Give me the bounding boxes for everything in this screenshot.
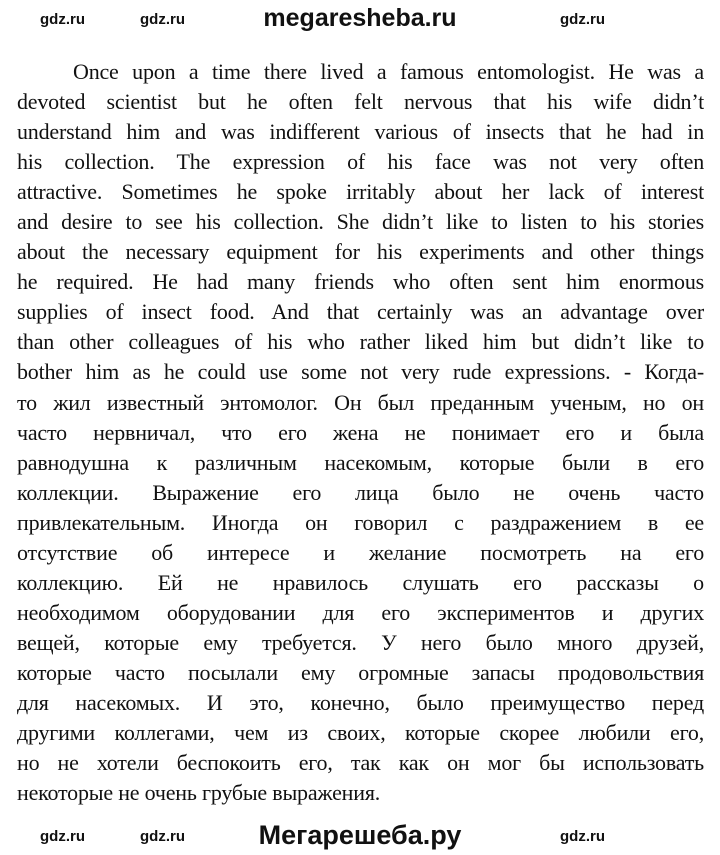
text-line: Once upon a time there lived a famous entomologist. He was a [73, 59, 704, 84]
text-line: about the necessary equipment for his experiments and other things [17, 239, 704, 265]
text-line: которые часто посылали ему огромные запасы продовольствия [17, 659, 704, 685]
text-line: то жил известный энтомолог. Он был преданным ученым, но он [17, 389, 704, 415]
text-line: supplies of insect food. And that certainly was an advantage over [17, 299, 704, 325]
watermark: gdz.ru [40, 828, 85, 845]
text-line: для насекомых. И это, конечно, было преимущество перед [17, 689, 704, 715]
text-line: необходимом оборудовании для его экспериментов и других [17, 599, 704, 625]
text-line: attractive. Sometimes he spoke irritably about her lack of interest [17, 179, 704, 205]
text-line: devoted scientist but he often felt nervous that his wife didn’t [17, 89, 704, 115]
text-line: вещей, которые ему требуется. У него было много друзей, [17, 629, 704, 655]
text-line: некоторые не очень грубые выражения. [17, 780, 381, 806]
text-line: bother him as he could use some not very rude expressions. - Когда- [17, 359, 704, 385]
site-header: megaresheba.ru [263, 4, 457, 32]
watermark: gdz.ru [40, 11, 85, 28]
text-line: часто нервничал, что его жена не понимает его и была [17, 419, 704, 445]
watermark: gdz.ru [560, 11, 605, 28]
text-line: но не хотели беспокоить его, так как он мог бы использовать [17, 750, 704, 776]
text-line: другими коллегами, чем из своих, которые скорее любили его, [17, 720, 704, 746]
text-line: коллекции. Выражение его лица было не очень часто [17, 479, 704, 505]
watermark: gdz.ru [140, 828, 185, 845]
text-line: привлекательным. Иногда он говорил с раздражением в ее [17, 509, 704, 535]
text-line: and desire to see his collection. She didn’t like to listen to his stories [17, 209, 704, 235]
watermark: gdz.ru [560, 828, 605, 845]
text-line: коллекцию. Ей не нравилось слушать его рассказы о [17, 569, 704, 595]
text-line: равнодушна к различным насекомым, которые были в его [17, 449, 704, 475]
site-footer: Мегарешеба.ру [258, 820, 462, 850]
watermark: gdz.ru [140, 11, 185, 28]
text-line: he required. He had many friends who often sent him enormous [17, 269, 704, 295]
document-text [17, 57, 704, 808]
text-line: understand him and was indifferent various of insects that he had in [17, 119, 704, 145]
text-line: отсутствие об интересе и желание посмотреть на его [17, 539, 704, 565]
text-line: than other colleagues of his who rather liked him but didn’t like to [17, 329, 704, 355]
text-line: his collection. The expression of his face was not very often [17, 149, 704, 175]
